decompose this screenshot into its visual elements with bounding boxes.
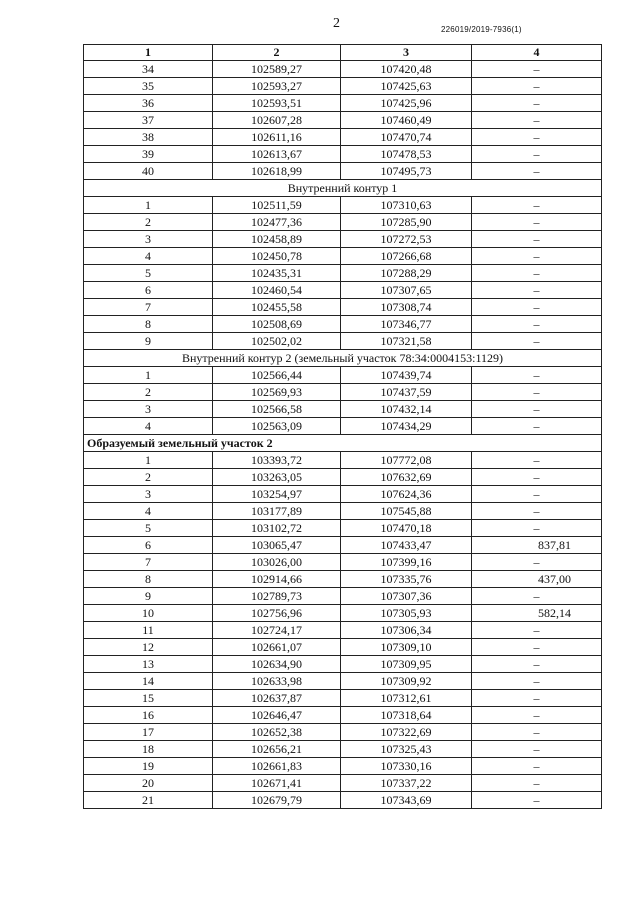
table-body xyxy=(84,61,602,809)
table-cell-col2: 102661,07 xyxy=(213,639,341,656)
table-cell-col1: 2 xyxy=(84,384,213,401)
table-cell-col3: 107325,43 xyxy=(341,741,472,758)
table-cell-col3: 107288,29 xyxy=(341,265,472,282)
table-cell-col3: 107309,92 xyxy=(341,673,472,690)
table-cell-col1: 8 xyxy=(84,571,213,588)
table-row xyxy=(84,316,602,333)
table-cell-col4: – xyxy=(472,588,602,605)
table-cell-col4: – xyxy=(472,673,602,690)
table-cell-col1: 13 xyxy=(84,656,213,673)
table-cell-col2: 102914,66 xyxy=(213,571,341,588)
table-cell-col2: 102633,98 xyxy=(213,673,341,690)
table-row xyxy=(84,282,602,299)
table-cell-col1: 34 xyxy=(84,61,213,78)
table-cell-col3: 107470,74 xyxy=(341,129,472,146)
table-cell-col1: 35 xyxy=(84,78,213,95)
table-row xyxy=(84,792,602,809)
table-cell-col1: 20 xyxy=(84,775,213,792)
table-row xyxy=(84,367,602,384)
table-row xyxy=(84,571,602,588)
table-cell-col1: 10 xyxy=(84,605,213,622)
table-cell-col4: – xyxy=(472,622,602,639)
table-cell-col3: 107425,96 xyxy=(341,95,472,112)
table-cell-col2: 102656,21 xyxy=(213,741,341,758)
table-cell-col2: 102566,44 xyxy=(213,367,341,384)
table-cell-col2: 102661,83 xyxy=(213,758,341,775)
table-row xyxy=(84,333,602,350)
table-cell-col4: – xyxy=(472,724,602,741)
table-cell-col3: 107312,61 xyxy=(341,690,472,707)
table-cell-col3: 107495,73 xyxy=(341,163,472,180)
table-row xyxy=(84,588,602,605)
table-cell-col3: 107470,18 xyxy=(341,520,472,537)
table-cell-col2: 102502,02 xyxy=(213,333,341,350)
table-cell-col4: – xyxy=(472,299,602,316)
table-cell-col3: 107305,93 xyxy=(341,605,472,622)
table-cell-col1: 40 xyxy=(84,163,213,180)
table-row xyxy=(84,622,602,639)
table-cell-col1: 14 xyxy=(84,673,213,690)
document-id: 226019/2019-7936(1) xyxy=(441,25,522,34)
table-cell-col3: 107321,58 xyxy=(341,333,472,350)
table-cell-col3: 107434,29 xyxy=(341,418,472,435)
table-cell-col4: – xyxy=(472,95,602,112)
table-cell-col4: – xyxy=(472,554,602,571)
section-heading-row xyxy=(84,435,602,452)
table-cell-col3: 107307,36 xyxy=(341,588,472,605)
table-cell-col2: 102569,93 xyxy=(213,384,341,401)
table-row xyxy=(84,214,602,231)
table-cell-col1: 5 xyxy=(84,265,213,282)
table-cell-col4: – xyxy=(472,265,602,282)
table-cell-col4: – xyxy=(472,741,602,758)
table-cell-col3: 107399,16 xyxy=(341,554,472,571)
table-cell-col2: 102589,27 xyxy=(213,61,341,78)
table-cell-col2: 102435,31 xyxy=(213,265,341,282)
table-cell-col1: 4 xyxy=(84,503,213,520)
table-cell-col1: 9 xyxy=(84,333,213,350)
table-cell-col4: – xyxy=(472,163,602,180)
table-cell-col4: – xyxy=(472,231,602,248)
table-cell-col2: 103263,05 xyxy=(213,469,341,486)
table-cell-col3: 107433,47 xyxy=(341,537,472,554)
table-row xyxy=(84,197,602,214)
table-cell-col4: – xyxy=(472,197,602,214)
table-cell-col2: 102566,58 xyxy=(213,401,341,418)
table-cell-col1: 15 xyxy=(84,690,213,707)
table-cell-col4: – xyxy=(472,61,602,78)
table-row xyxy=(84,690,602,707)
table-cell-col4: – xyxy=(472,656,602,673)
table-cell-col4: 837,81 xyxy=(472,537,602,554)
table-row xyxy=(84,163,602,180)
table-cell-col3: 107624,36 xyxy=(341,486,472,503)
table-cell-col3: 107309,10 xyxy=(341,639,472,656)
table-cell-col1: 19 xyxy=(84,758,213,775)
table-cell-col2: 102563,09 xyxy=(213,418,341,435)
table-row xyxy=(84,129,602,146)
table-cell-col4: – xyxy=(472,520,602,537)
table-cell-col2: 103065,47 xyxy=(213,537,341,554)
table-row xyxy=(84,503,602,520)
table-row xyxy=(84,146,602,163)
table-cell-col4: – xyxy=(472,146,602,163)
coordinates-table xyxy=(83,44,602,809)
table-cell-col4: 437,00 xyxy=(472,571,602,588)
table-cell-col4: – xyxy=(472,367,602,384)
table-cell-col1: 38 xyxy=(84,129,213,146)
table-cell-col3: 107432,14 xyxy=(341,401,472,418)
table-cell-col2: 102593,51 xyxy=(213,95,341,112)
table-row xyxy=(84,452,602,469)
table-cell-col3: 107772,08 xyxy=(341,452,472,469)
table-cell-col4: – xyxy=(472,248,602,265)
table-cell-col4: – xyxy=(472,384,602,401)
table-cell-col3: 107545,88 xyxy=(341,503,472,520)
table-cell-col1: 6 xyxy=(84,282,213,299)
table-cell-col4: – xyxy=(472,469,602,486)
table-cell-col2: 103393,72 xyxy=(213,452,341,469)
table-cell-col2: 102652,38 xyxy=(213,724,341,741)
table-cell-col3: 107272,53 xyxy=(341,231,472,248)
table-row xyxy=(84,401,602,418)
table-cell-col1: 1 xyxy=(84,197,213,214)
table-row xyxy=(84,741,602,758)
section-heading-row xyxy=(84,350,602,367)
table-cell-col2: 102618,99 xyxy=(213,163,341,180)
table-cell-col3: 107308,74 xyxy=(341,299,472,316)
table-cell-col3: 107306,34 xyxy=(341,622,472,639)
table-cell-col2: 102607,28 xyxy=(213,112,341,129)
table-cell-col2: 102646,47 xyxy=(213,707,341,724)
section-heading: Внутренний контур 2 (земельный участок 78:34:0004153:1129) xyxy=(84,350,602,367)
table-row xyxy=(84,486,602,503)
table-cell-col2: 102593,27 xyxy=(213,78,341,95)
table-row xyxy=(84,758,602,775)
table-cell-col4: – xyxy=(472,333,602,350)
table-row xyxy=(84,95,602,112)
table-cell-col1: 1 xyxy=(84,367,213,384)
table-cell-col4: – xyxy=(472,316,602,333)
table-cell-col4: – xyxy=(472,486,602,503)
table-cell-col2: 102789,73 xyxy=(213,588,341,605)
table-cell-col3: 107437,59 xyxy=(341,384,472,401)
table-cell-col4: – xyxy=(472,639,602,656)
table-cell-col1: 3 xyxy=(84,231,213,248)
table-cell-col2: 102637,87 xyxy=(213,690,341,707)
table-row xyxy=(84,673,602,690)
column-header-3: 3 xyxy=(341,45,472,61)
column-header-1: 1 xyxy=(84,45,213,61)
table-row xyxy=(84,724,602,741)
table-cell-col1: 6 xyxy=(84,537,213,554)
table-cell-col2: 102460,54 xyxy=(213,282,341,299)
table-cell-col3: 107343,69 xyxy=(341,792,472,809)
table-cell-col4: – xyxy=(472,112,602,129)
table-cell-col3: 107632,69 xyxy=(341,469,472,486)
table-cell-col1: 16 xyxy=(84,707,213,724)
table-cell-col1: 7 xyxy=(84,299,213,316)
table-cell-col2: 102756,96 xyxy=(213,605,341,622)
section-heading: Образуемый земельный участок 2 xyxy=(84,435,602,452)
column-header-4: 4 xyxy=(472,45,602,61)
table-cell-col4: – xyxy=(472,214,602,231)
table-row xyxy=(84,469,602,486)
table-cell-col4: – xyxy=(472,129,602,146)
table-cell-col1: 36 xyxy=(84,95,213,112)
table-cell-col2: 102724,17 xyxy=(213,622,341,639)
table-cell-col1: 17 xyxy=(84,724,213,741)
section-heading-row xyxy=(84,180,602,197)
table-cell-col2: 102613,67 xyxy=(213,146,341,163)
table-cell-col2: 102511,59 xyxy=(213,197,341,214)
table-cell-col2: 103102,72 xyxy=(213,520,341,537)
table-row xyxy=(84,707,602,724)
table-cell-col1: 12 xyxy=(84,639,213,656)
table-cell-col1: 5 xyxy=(84,520,213,537)
table-cell-col2: 102671,41 xyxy=(213,775,341,792)
table-cell-col4: – xyxy=(472,792,602,809)
table-row xyxy=(84,418,602,435)
table-cell-col1: 7 xyxy=(84,554,213,571)
table-cell-col1: 37 xyxy=(84,112,213,129)
table-cell-col2: 102450,78 xyxy=(213,248,341,265)
table-cell-col2: 102477,36 xyxy=(213,214,341,231)
table-row xyxy=(84,605,602,622)
table-row xyxy=(84,61,602,78)
table-cell-col1: 9 xyxy=(84,588,213,605)
table-cell-col3: 107322,69 xyxy=(341,724,472,741)
table-cell-col1: 18 xyxy=(84,741,213,758)
table-row xyxy=(84,231,602,248)
table-cell-col3: 107309,95 xyxy=(341,656,472,673)
table-row xyxy=(84,520,602,537)
table-cell-col1: 3 xyxy=(84,401,213,418)
table-cell-col4: – xyxy=(472,78,602,95)
table-cell-col1: 3 xyxy=(84,486,213,503)
table-cell-col4: – xyxy=(472,452,602,469)
table-cell-col3: 107478,53 xyxy=(341,146,472,163)
table-row xyxy=(84,554,602,571)
table-row xyxy=(84,78,602,95)
table-cell-col2: 102458,89 xyxy=(213,231,341,248)
table-cell-col3: 107420,48 xyxy=(341,61,472,78)
table-cell-col3: 107307,65 xyxy=(341,282,472,299)
table-row xyxy=(84,112,602,129)
table-cell-col3: 107439,74 xyxy=(341,367,472,384)
table-cell-col1: 8 xyxy=(84,316,213,333)
table-cell-col3: 107285,90 xyxy=(341,214,472,231)
section-heading: Внутренний контур 1 xyxy=(84,180,602,197)
table-cell-col3: 107425,63 xyxy=(341,78,472,95)
table-cell-col2: 102679,79 xyxy=(213,792,341,809)
table-cell-col4: – xyxy=(472,775,602,792)
table-cell-col1: 21 xyxy=(84,792,213,809)
table-cell-col1: 11 xyxy=(84,622,213,639)
table-cell-col2: 102455,58 xyxy=(213,299,341,316)
table-row xyxy=(84,248,602,265)
table-cell-col1: 4 xyxy=(84,418,213,435)
table-row xyxy=(84,639,602,656)
table-cell-col1: 2 xyxy=(84,214,213,231)
table-cell-col2: 102611,16 xyxy=(213,129,341,146)
table-cell-col3: 107310,63 xyxy=(341,197,472,214)
table-cell-col4: – xyxy=(472,503,602,520)
table-row xyxy=(84,384,602,401)
table-cell-col4: – xyxy=(472,401,602,418)
table-row xyxy=(84,299,602,316)
table-row xyxy=(84,656,602,673)
table-cell-col1: 2 xyxy=(84,469,213,486)
table-cell-col3: 107346,77 xyxy=(341,316,472,333)
table-cell-col3: 107330,16 xyxy=(341,758,472,775)
table-cell-col3: 107335,76 xyxy=(341,571,472,588)
page-number: 2 xyxy=(333,16,340,31)
table-cell-col3: 107318,64 xyxy=(341,707,472,724)
table-cell-col4: 582,14 xyxy=(472,605,602,622)
table-cell-col4: – xyxy=(472,690,602,707)
table-row xyxy=(84,265,602,282)
table-row xyxy=(84,775,602,792)
table-cell-col4: – xyxy=(472,758,602,775)
table-cell-col2: 102508,69 xyxy=(213,316,341,333)
table-cell-col3: 107460,49 xyxy=(341,112,472,129)
table-cell-col2: 103254,97 xyxy=(213,486,341,503)
table-cell-col3: 107337,22 xyxy=(341,775,472,792)
table-cell-col2: 103177,89 xyxy=(213,503,341,520)
column-header-2: 2 xyxy=(213,45,341,61)
table-cell-col3: 107266,68 xyxy=(341,248,472,265)
table-cell-col1: 4 xyxy=(84,248,213,265)
table-cell-col2: 102634,90 xyxy=(213,656,341,673)
table-cell-col1: 39 xyxy=(84,146,213,163)
table-cell-col4: – xyxy=(472,418,602,435)
table-row xyxy=(84,537,602,554)
table-header-row xyxy=(84,45,602,61)
table-cell-col4: – xyxy=(472,282,602,299)
table-cell-col2: 103026,00 xyxy=(213,554,341,571)
table-cell-col1: 1 xyxy=(84,452,213,469)
table-cell-col4: – xyxy=(472,707,602,724)
